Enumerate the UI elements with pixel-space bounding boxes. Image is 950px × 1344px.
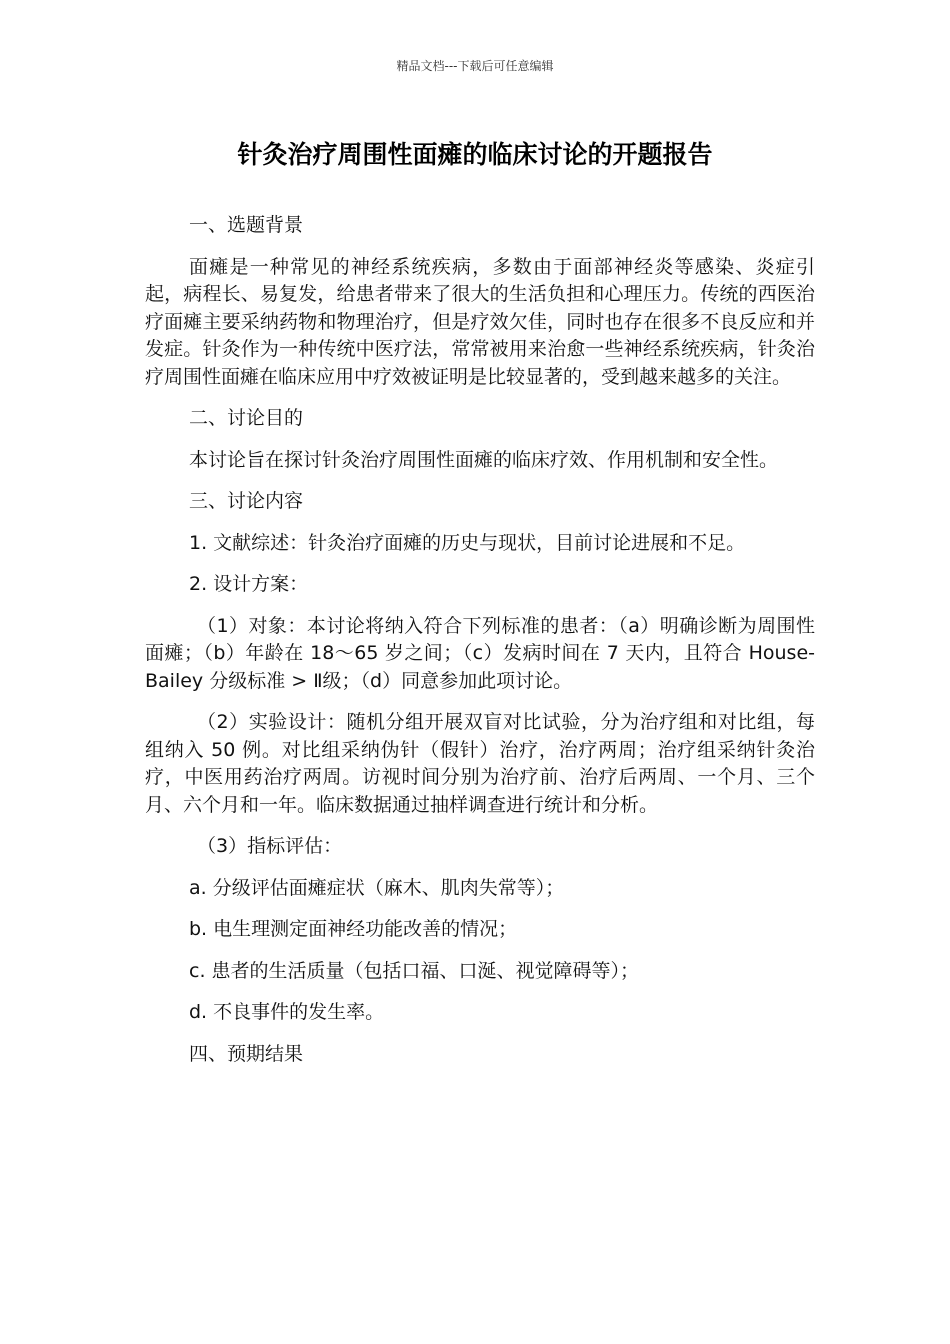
list-item-design-plan: 2. 设计方案：	[189, 573, 309, 595]
paragraph-subjects: （1）对象：本讨论将纳入符合下列标准的患者：（a）明确诊断为周围性面瘫；（b）年龄在 18～65 岁之间；（c）发病时间在 7 天内，且符合 House-Bailey 分级标准 > Ⅱ级；（d）同意参加此项讨论。	[145, 614, 815, 692]
section-heading-expected-results: 四、预期结果	[189, 1042, 304, 1065]
section-heading-purpose: 二、讨论目的	[189, 407, 304, 429]
page-header: 精品文档---下载后可任意编辑	[396, 59, 554, 73]
document-body	[145, 212, 815, 1082]
paragraph-background: 面瘫是一种常见的神经系统疾病，多数由于面部神经炎等感染、炎症引起，病程长、易复发，给患者带来了很大的生活负担和心理压力。传统的西医治疗面瘫主要采纳药物和物理治疗，但是疗效欠佳，同时也存在很多不良反应和并发症。针灸作为一种传统中医疗法，常常被用来治愈一些神经系统疾病，针灸治疗周围性面瘫在临床应用中疗效被证明是比较显著的，受到越来越多的关注。	[145, 255, 815, 388]
section-heading-background: 一、选题背景	[189, 214, 304, 236]
indicator-item-c: c. 患者的生活质量（包括口福、口涎、视觉障碍等）；	[189, 959, 640, 982]
indicator-item-b: b. 电生理测定面神经功能改善的情况；	[189, 918, 518, 940]
paragraph-experiment-design: （2）实验设计：随机分组开展双盲对比试验，分为治疗组和对比组，每组纳入 50 例。对比组采纳伪针（假针）治疗，治疗两周；治疗组采纳针灸治疗，中医用药治疗两周。访视时间分别为治疗前、治疗后两周、一个月、三个月、六个月和一年。临床数据通过抽样调查进行统计和分析。	[145, 711, 815, 816]
indicator-item-a: a. 分级评估面瘫症状（麻木、肌肉失常等）；	[189, 876, 565, 899]
paragraph-purpose: 本讨论旨在探讨针灸治疗周围性面瘫的临床疗效、作用机制和安全性。	[189, 448, 779, 471]
document-title: 针灸治疗周围性面瘫的临床讨论的开题报告	[237, 140, 713, 169]
indicator-item-d: d. 不良事件的发生率。	[189, 1001, 385, 1023]
list-item-literature-review: 1. 文献综述：针灸治疗面瘫的历史与现状，目前讨论进展和不足。	[189, 531, 746, 554]
paragraph-indicators: （3）指标评估：	[197, 835, 343, 857]
section-heading-content: 三、讨论内容	[189, 490, 304, 512]
